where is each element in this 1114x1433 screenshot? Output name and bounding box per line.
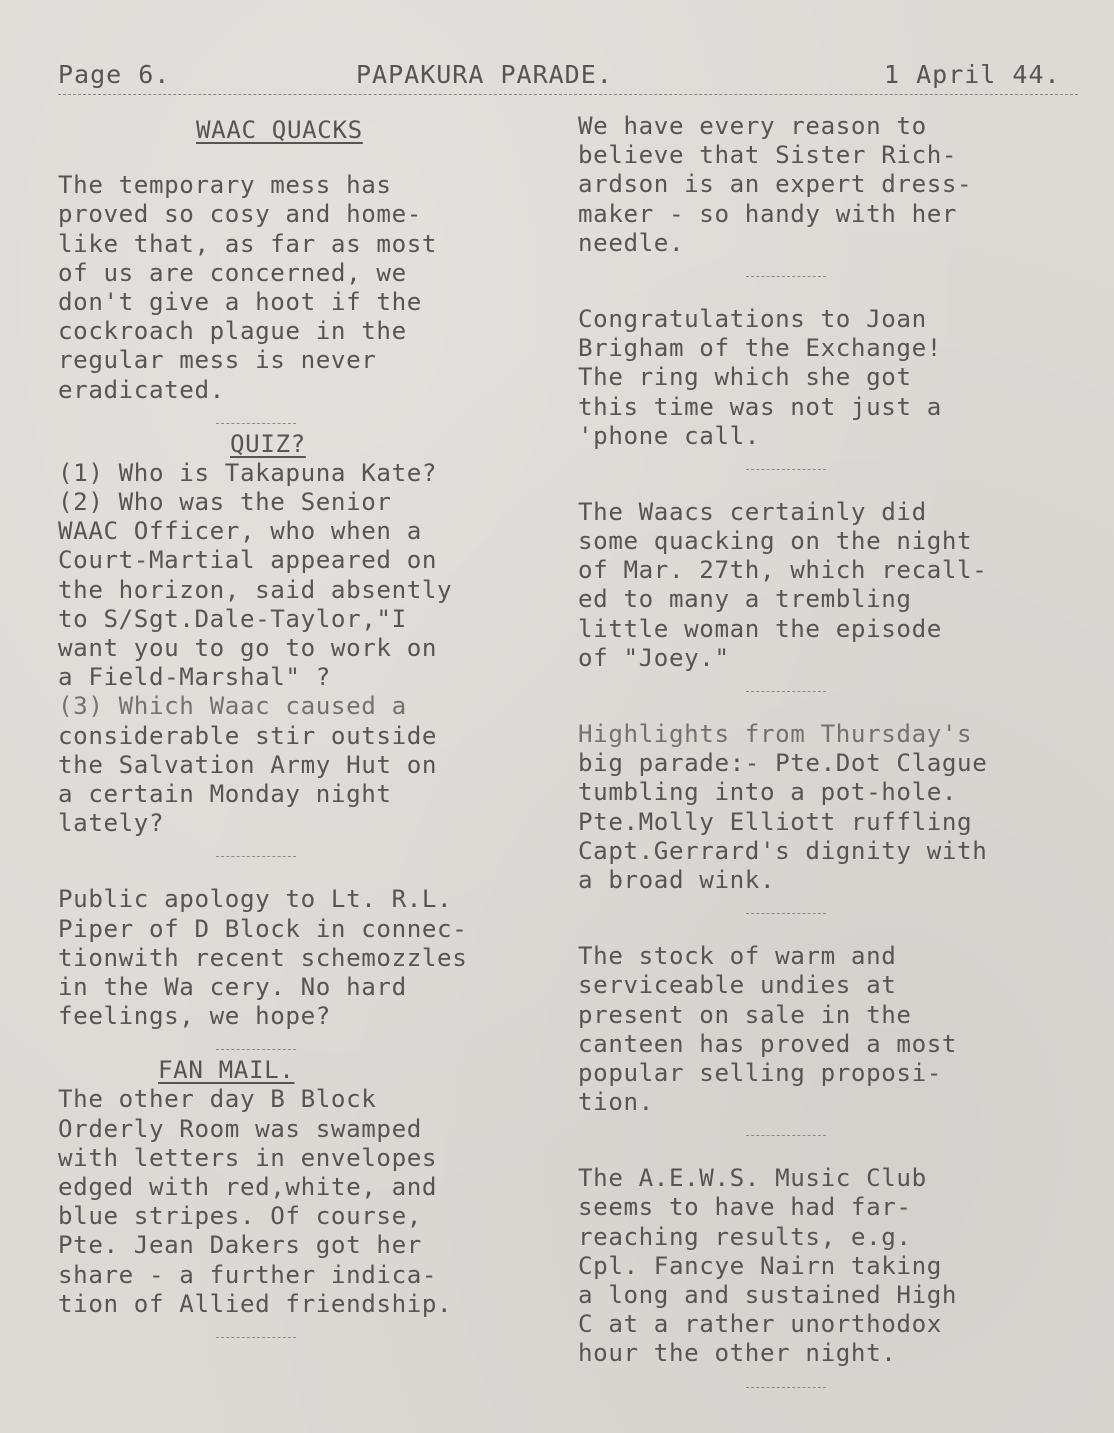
text-line: WAAC Officer, who when a — [58, 517, 422, 546]
text-line: lately? — [58, 809, 165, 838]
text-line: tion. — [578, 1088, 654, 1117]
text-line: to S/Sgt.Dale-Taylor,"I — [58, 604, 407, 633]
page-header — [58, 60, 1078, 95]
undies-paragraph — [578, 942, 1048, 1117]
section-divider — [216, 1337, 296, 1338]
newsletter-title: PAPAKURA PARADE. — [356, 60, 613, 89]
text-line: reaching results, e.g. — [578, 1222, 912, 1251]
page-number: Page 6. — [58, 60, 171, 89]
apology-paragraph — [58, 885, 528, 1031]
text-line: edged with red,white, and — [58, 1173, 438, 1202]
text-line: The A.E.W.S. Music Club — [578, 1164, 927, 1193]
text-line: (1) Who is Takapuna Kate? — [58, 458, 438, 487]
text-line: in the Wa cery. No hard — [58, 972, 407, 1001]
text-line: like that, as far as most — [58, 229, 438, 258]
quacking-paragraph — [578, 498, 1048, 673]
section-divider — [746, 276, 826, 277]
text-line: big parade:- Pte.Dot Clague — [578, 749, 988, 778]
quiz-paragraph — [58, 459, 528, 838]
text-line: some quacking on the night — [578, 527, 973, 556]
text-line: ed to many a trembling — [578, 585, 912, 614]
text-line: serviceable undies at — [578, 971, 897, 1000]
text-line: this time was not just a — [578, 392, 942, 421]
text-line: maker - so handy with her — [578, 199, 958, 228]
section-divider — [216, 1049, 296, 1050]
text-line: share - a further indica- — [58, 1260, 438, 1289]
fan-mail-paragraph — [58, 1085, 528, 1319]
text-line: The temporary mess has — [58, 171, 392, 200]
text-line: considerable stir outside — [58, 721, 438, 750]
section-divider — [746, 691, 826, 692]
section-divider — [746, 913, 826, 914]
text-line: present on sale in the — [578, 1000, 912, 1029]
waac-quacks-heading: WAAC QUACKS — [196, 116, 363, 144]
text-line: a Field-Marshal" ? — [58, 663, 331, 692]
right-column — [578, 112, 1048, 1416]
text-line: The Waacs certainly did — [578, 497, 927, 526]
text-line: Court-Martial appeared on — [58, 546, 438, 575]
text-line: 'phone call. — [578, 421, 760, 450]
text-line: tionwith recent schemozzles — [58, 943, 468, 972]
issue-date: 1 April 44. — [884, 60, 1061, 89]
text-line: of "Joey." — [578, 643, 730, 672]
text-line: canteen has proved a most — [578, 1029, 958, 1058]
text-line: Brigham of the Exchange! — [578, 334, 942, 363]
text-line: blue stripes. Of course, — [58, 1202, 422, 1231]
section-divider — [746, 1387, 826, 1388]
text-line: The other day B Block — [58, 1085, 377, 1114]
text-line: Orderly Room was swamped — [58, 1114, 422, 1143]
text-line: regular mess is never — [58, 346, 377, 375]
text-line: C at a rather unorthodox — [578, 1310, 942, 1339]
text-line: the horizon, said absently — [58, 575, 453, 604]
music-club-paragraph — [578, 1164, 1048, 1368]
fan-mail-heading: FAN MAIL. — [158, 1056, 295, 1085]
text-line: Pte.Molly Elliott ruffling — [578, 807, 973, 836]
section-divider — [746, 469, 826, 470]
text-line: tion of Allied friendship. — [58, 1289, 453, 1318]
text-line: Public apology to Lt. R.L. — [58, 885, 453, 914]
text-line: (2) Who was the Senior — [58, 488, 392, 517]
text-line: little woman the episode — [578, 614, 942, 643]
text-line: popular selling proposi- — [578, 1058, 942, 1087]
text-line: believe that Sister Rich- — [578, 141, 958, 170]
text-line: eradicated. — [58, 375, 225, 404]
text-line: Piper of D Block in connec- — [58, 914, 468, 943]
parade-highlights-paragraph — [578, 720, 1048, 895]
text-line: of us are concerned, we — [58, 258, 407, 287]
text-line: cockroach plague in the — [58, 317, 407, 346]
text-line: Cpl. Fancye Nairn taking — [578, 1251, 942, 1280]
text-line: Capt.Gerrard's dignity with — [578, 836, 988, 865]
text-line: don't give a hoot if the — [58, 287, 422, 316]
section-divider — [746, 1135, 826, 1136]
text-line: Highlights from Thursday's — [578, 720, 973, 748]
text-line: needle. — [578, 228, 685, 257]
text-line: feelings, we hope? — [58, 1002, 331, 1031]
text-line: Congratulations to Joan — [578, 304, 927, 333]
text-line: tumbling into a pot-hole. — [578, 778, 958, 807]
text-line: with letters in envelopes — [58, 1143, 438, 1172]
text-line: We have every reason to — [578, 112, 927, 140]
section-divider — [216, 856, 296, 857]
text-line: of Mar. 27th, which recall- — [578, 556, 988, 585]
text-line: a certain Monday night — [58, 779, 392, 808]
congratulations-paragraph — [578, 305, 1048, 451]
left-column — [58, 112, 528, 1366]
text-line: hour the other night. — [578, 1339, 897, 1368]
text-line: seems to have had far- — [578, 1193, 912, 1222]
section-divider — [216, 423, 296, 424]
text-line: want you to go to work on — [58, 634, 438, 663]
text-line: a long and sustained High — [578, 1281, 958, 1309]
text-line: proved so cosy and home- — [58, 200, 422, 229]
text-line: The stock of warm and — [578, 942, 897, 971]
text-line: Pte. Jean Dakers got her — [58, 1231, 422, 1260]
text-line: the Salvation Army Hut on — [58, 750, 438, 779]
dressmaker-paragraph — [578, 112, 1048, 258]
text-line: (3) Which Waac caused a — [58, 692, 407, 721]
text-line: a broad wink. — [578, 865, 776, 894]
quiz-heading: QUIZ? — [230, 429, 306, 458]
text-line: ardson is an expert dress- — [578, 170, 973, 199]
waac-quacks-paragraph — [58, 171, 528, 405]
text-line: The ring which she got — [578, 363, 912, 392]
